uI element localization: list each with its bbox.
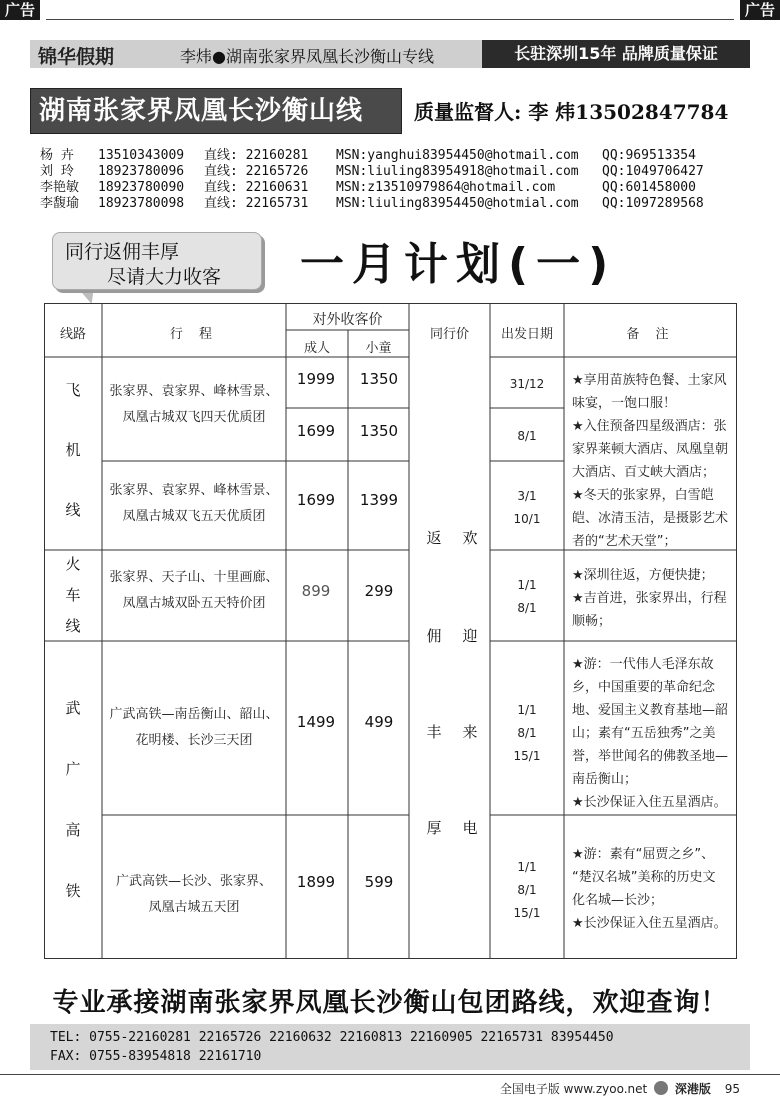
note-line: 大酒店、百丈峡大酒店； [572, 465, 716, 480]
peer-price-char: 迎 [462, 627, 478, 645]
contact-msn: MSN:liuling83954918@hotmail.com [336, 164, 579, 179]
contact-name: 刘 玲 [40, 164, 74, 179]
header-child: 小童 [365, 341, 392, 356]
departure-date: 8/1 [517, 601, 537, 615]
notes-cell [572, 564, 734, 633]
contact-name: 李艳敏 [40, 180, 80, 195]
departure-date: 1/1 [517, 703, 537, 717]
route-group-train-char: 线 [65, 617, 81, 635]
route-group-flight-char: 线 [65, 501, 81, 519]
departure-dates [483, 574, 571, 620]
adult-price: 1999 [296, 370, 336, 388]
route-group-rail-char: 高 [65, 821, 81, 839]
footer-edition: 深港版 [674, 1082, 711, 1096]
departure-date: 1/1 [517, 578, 537, 592]
note-line: 顺畅； [572, 614, 612, 629]
ad-tag-left: 广告 [0, 0, 40, 20]
departure-date: 1/1 [517, 860, 537, 874]
plan-title: 一月计划(一) [300, 239, 617, 290]
notes-cell [572, 653, 734, 814]
note-line: 皑、冰清玉洁，是摄影艺术 [572, 511, 729, 526]
route-group-flight-char: 飞 [65, 381, 81, 399]
departure-date: 10/1 [513, 512, 541, 526]
contact-msn: MSN:yanghui83954450@hotmail.com [336, 148, 579, 163]
banner-slogan: 长驻深圳15年 品牌质量保证 [482, 40, 750, 68]
itinerary-line: 张家界、袁家界、峰林雪景、 [109, 483, 279, 498]
note-line: 者的“艺术天堂”； [572, 534, 677, 549]
note-line: 南岳衡山； [572, 772, 638, 787]
departure-date: 15/1 [513, 749, 541, 763]
note-line: 地、爱国主义教育基地—韶 [572, 703, 729, 718]
child-price: 1350 [359, 422, 399, 440]
peer-price-char: 厚 [426, 819, 442, 837]
peer-price-char: 丰 [426, 723, 442, 741]
notes-cell [572, 369, 734, 553]
contact-direct-line: 直线: 22160631 [204, 180, 309, 195]
adult-price: 899 [301, 582, 331, 600]
note-line: ★深圳往返，方便快捷； [572, 568, 714, 583]
peer-price-char: 佣 [426, 627, 442, 645]
note-line: ★冬天的张家界，白雪皑 [572, 488, 714, 503]
contact-mobile: 18923780096 [98, 164, 185, 179]
header-adult: 成人 [303, 341, 330, 356]
contact-direct-line: 直线: 22160281 [204, 148, 309, 163]
departure-date: 8/1 [517, 883, 537, 897]
note-line: 乡，中国重要的革命纪念 [572, 680, 716, 695]
note-line: ★享用苗族特色餐、土家风 [572, 373, 727, 388]
route-group-rail-char: 铁 [65, 882, 81, 900]
route-group-flight-char: 机 [65, 441, 81, 459]
contact-qq: QQ:969513354 [602, 148, 696, 163]
itinerary-text [102, 702, 286, 754]
header-itinerary: 行 程 [169, 327, 219, 342]
departure-date: 15/1 [513, 906, 541, 920]
footer-site: 全国电子版 www.zyoo.net [499, 1082, 648, 1096]
header-notes: 备 注 [626, 327, 675, 342]
departure-date: 3/1 [517, 489, 537, 503]
ad-tag-right: 广告 [740, 0, 780, 20]
brand-name: 锦华假期 [38, 46, 115, 68]
adult-price: 1699 [296, 422, 336, 440]
departure-date: 8/1 [517, 429, 537, 443]
contact-msn: MSN:z13510979864@hotmail.com [336, 180, 556, 195]
note-line: 誉，举世闻名的佛教圣地— [572, 749, 729, 764]
zyoo-logo-icon [654, 1081, 668, 1095]
banner-route: 李炜●湖南张家界凤凰长沙衡山专线 [180, 47, 434, 66]
departure-dates [483, 425, 571, 448]
adult-price: 1699 [296, 491, 336, 509]
note-line: 味宴，一饱口服！ [572, 396, 677, 411]
route-group-train-char: 车 [65, 586, 81, 604]
contact-qq: QQ:1097289568 [602, 196, 704, 211]
peer-price-char: 来 [462, 723, 478, 741]
contact-qq: QQ:1049706427 [602, 164, 704, 179]
quality-supervisor: 质量监督人: 李 炜13502847784 [414, 100, 729, 124]
itinerary-line: 凤凰古城双飞五天优质团 [122, 509, 266, 524]
child-price: 1399 [359, 491, 399, 509]
note-line: 山；素有“五岳独秀”之美 [572, 726, 716, 741]
note-line: ★入住预备四星级酒店：张 [572, 419, 727, 434]
child-price: 299 [364, 582, 394, 600]
itinerary-line: 凤凰古城双卧五天特价团 [122, 596, 266, 611]
note-line: ★吉首进，张家界出，行程 [572, 591, 727, 606]
commission-bubble [52, 232, 262, 290]
itinerary-line: 广武高铁—南岳衡山、韶山、 [109, 707, 279, 722]
phone-box [30, 1024, 750, 1070]
header-banner [30, 40, 750, 68]
bottom-divider [0, 1074, 780, 1075]
contact-mobile: 13510343009 [98, 148, 185, 163]
fax-line: FAX: 0755-83954818 22161710 [50, 1049, 262, 1064]
note-line: ★游：一代伟人毛泽东故 [572, 657, 714, 672]
header-route: 线路 [59, 327, 86, 342]
page-title-box [30, 88, 402, 134]
itinerary-line: 广武高铁—长沙、张家界、 [115, 874, 272, 889]
contact-mobile: 18923780090 [98, 180, 185, 195]
contact-direct-line: 直线: 22165726 [204, 164, 309, 179]
child-price: 599 [364, 873, 394, 891]
note-line: ★长沙保证入住五星酒店。 [572, 916, 727, 931]
contact-name: 李馥瑜 [40, 196, 80, 211]
contact-msn: MSN:liuling83954450@hotmial.com [336, 196, 579, 211]
itinerary-text [102, 379, 286, 431]
adult-price: 1899 [296, 873, 336, 891]
adult-price: 1499 [296, 713, 336, 731]
contact-name: 杨 卉 [40, 148, 74, 163]
itinerary-line: 凤凰古城双飞四天优质团 [122, 410, 266, 425]
bubble-line-1: 同行返佣丰厚 [65, 241, 180, 263]
child-price: 499 [364, 713, 394, 731]
peer-price-char: 电 [462, 819, 478, 837]
route-group-rail-char: 广 [65, 760, 81, 778]
note-line: ★游：素有“屈贾之乡”、 [572, 847, 715, 862]
departure-dates [483, 485, 571, 531]
itinerary-text [102, 869, 286, 921]
child-price: 1350 [359, 370, 399, 388]
contact-direct-line: 直线: 22165731 [204, 196, 309, 211]
departure-dates [483, 856, 571, 925]
note-line: ★长沙保证入住五星酒店。 [572, 795, 727, 810]
itinerary-line: 张家界、天子山、十里画廊、 [109, 570, 279, 585]
itinerary-text [102, 478, 286, 530]
departure-dates [483, 373, 571, 396]
page-footer [500, 1080, 740, 1097]
peer-price-char: 欢 [462, 529, 478, 547]
itinerary-line: 花明楼、长沙三天团 [135, 733, 253, 748]
top-divider [46, 19, 734, 20]
note-line: 化名城—长沙； [572, 893, 664, 908]
contact-qq: QQ:601458000 [602, 180, 696, 195]
bottom-slogan: 专业承接湖南张家界凤凰长沙衡山包团路线，欢迎查询！ [52, 988, 728, 1018]
itinerary-table [44, 303, 737, 959]
header-public-price: 对外收客价 [312, 312, 383, 328]
peer-price-char: 返 [426, 529, 442, 547]
page-title: 湖南张家界凤凰长沙衡山线 [39, 96, 364, 126]
bubble-line-2: 尽请大力收客 [107, 266, 222, 288]
itinerary-text [102, 565, 286, 617]
note-line: 家界莱顿大酒店、凤凰皇朝 [572, 442, 729, 457]
notes-cell [572, 843, 734, 935]
contact-mobile: 18923780098 [98, 196, 185, 211]
itinerary-line: 张家界、袁家界、峰林雪景、 [109, 384, 279, 399]
route-group-train-char: 火 [65, 555, 81, 573]
departure-dates [483, 699, 571, 768]
itinerary-line: 凤凰古城五天团 [148, 900, 240, 915]
page-number: 95 [724, 1082, 740, 1096]
header-departure-dates: 出发日期 [500, 327, 553, 342]
route-group-rail-char: 武 [65, 699, 81, 717]
departure-date: 8/1 [517, 726, 537, 740]
header-peer-price: 同行价 [429, 327, 469, 342]
tel-line: TEL: 0755-22160281 22165726 22160632 22160813 22160905 22165731 83954450 [50, 1030, 614, 1045]
departure-date: 31/12 [509, 377, 545, 391]
note-line: “楚汉名城”美称的历史文 [572, 870, 716, 885]
